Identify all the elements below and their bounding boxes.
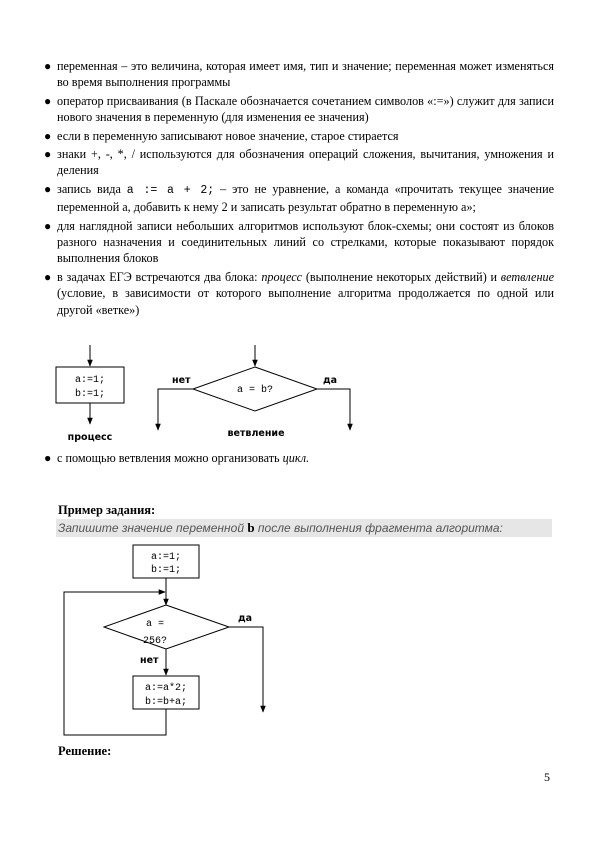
branch-caption: ветвление xyxy=(227,428,285,439)
bullet-text: знаки +, -, *, / используются для обозначения операций сложения, вычитания, умножения и деления xyxy=(57,147,554,178)
cond-line-1: a = xyxy=(145,619,165,630)
term-branch: ветвление xyxy=(500,269,554,284)
bullet-text: (условие, в зависимости от которого выполнение алгоритма продолжается по одной или другой «ветке») xyxy=(57,286,554,317)
bullet-text: в задачах ЕГЭ встречаются два блока: xyxy=(57,269,258,284)
bullet-text: – это не уравнение, а команда «прочитать текущее значение переменной а, добавить к нему 2 и записать результат обратно в переменную а»; xyxy=(57,181,555,215)
bullet-text: запись вида xyxy=(57,181,121,196)
process-line-1: a:=1; xyxy=(74,375,106,386)
bullet-dot-icon: ● xyxy=(44,218,52,233)
init-line-1: a:=1; xyxy=(150,552,182,563)
cond-yes-arrow xyxy=(229,627,263,712)
branch-yes-arrow xyxy=(317,389,350,430)
bullet-loop xyxy=(44,450,567,466)
task-text: Запишите значение переменной xyxy=(58,521,244,535)
bullet-text: переменная – это величина, которая имеет имя, тип и значение; переменная может изменяться во время выполнения программы xyxy=(57,59,554,90)
process-block-example xyxy=(56,345,124,443)
bullet-dot-icon: ● xyxy=(44,128,52,143)
bullet-dot-icon: ● xyxy=(44,93,52,108)
bullet-dot-icon: ● xyxy=(44,181,52,196)
cond-no-label: нет xyxy=(140,655,159,666)
bullet-text: с помощью ветвления можно организовать xyxy=(57,451,280,465)
task-text: после выполнения фрагмента алгоритма: xyxy=(257,521,503,535)
branch-block-example xyxy=(158,345,350,439)
bullet-text: оператор присваивания (в Паскале обозначается сочетанием символов «:=») служит для записи нового значения в переменную (для изменения ее значения) xyxy=(57,93,554,125)
bullet-text: для наглядной записи небольших алгоритмов используют блок-схемы; они состоят из блоков разного назначения и соединительных линий со стрелками, которые показывают порядок выполнения блоков xyxy=(57,218,554,266)
solution-heading: Решение: xyxy=(58,744,112,758)
branch-condition: a = b? xyxy=(236,385,274,396)
term-loop: цикл. xyxy=(282,451,310,465)
bullet-dot-icon: ● xyxy=(44,269,52,284)
code-snippet: a := a + 2; xyxy=(126,183,215,197)
branch-no-arrow xyxy=(158,389,193,430)
bullet-dot-icon: ● xyxy=(44,451,52,465)
example-heading: Пример задания: xyxy=(58,503,156,517)
cond-yes-label: да xyxy=(238,613,253,624)
body-line-1: a:=a*2; xyxy=(144,683,188,694)
branch-yes-label: да xyxy=(323,375,338,386)
term-process: процесс xyxy=(261,269,303,284)
task-flowchart xyxy=(64,545,263,735)
bullet-text: если в переменную записывают новое значение, старое стирается xyxy=(57,128,399,143)
process-line-2: b:=1; xyxy=(74,389,106,400)
process-caption: процесс xyxy=(67,432,113,443)
bullet-dot-icon: ● xyxy=(44,147,52,162)
init-line-2: b:=1; xyxy=(150,565,182,576)
branch-no-label: нет xyxy=(172,375,191,386)
cond-line-2: 256? xyxy=(142,636,168,647)
task-variable: b xyxy=(247,520,255,535)
task-statement xyxy=(56,519,552,537)
bullet-text: (выполнение некоторых действий) и xyxy=(305,269,498,284)
bullet-dot-icon: ● xyxy=(44,59,52,73)
page-number: 5 xyxy=(544,770,550,784)
body-line-2: b:=b+a; xyxy=(144,697,188,708)
